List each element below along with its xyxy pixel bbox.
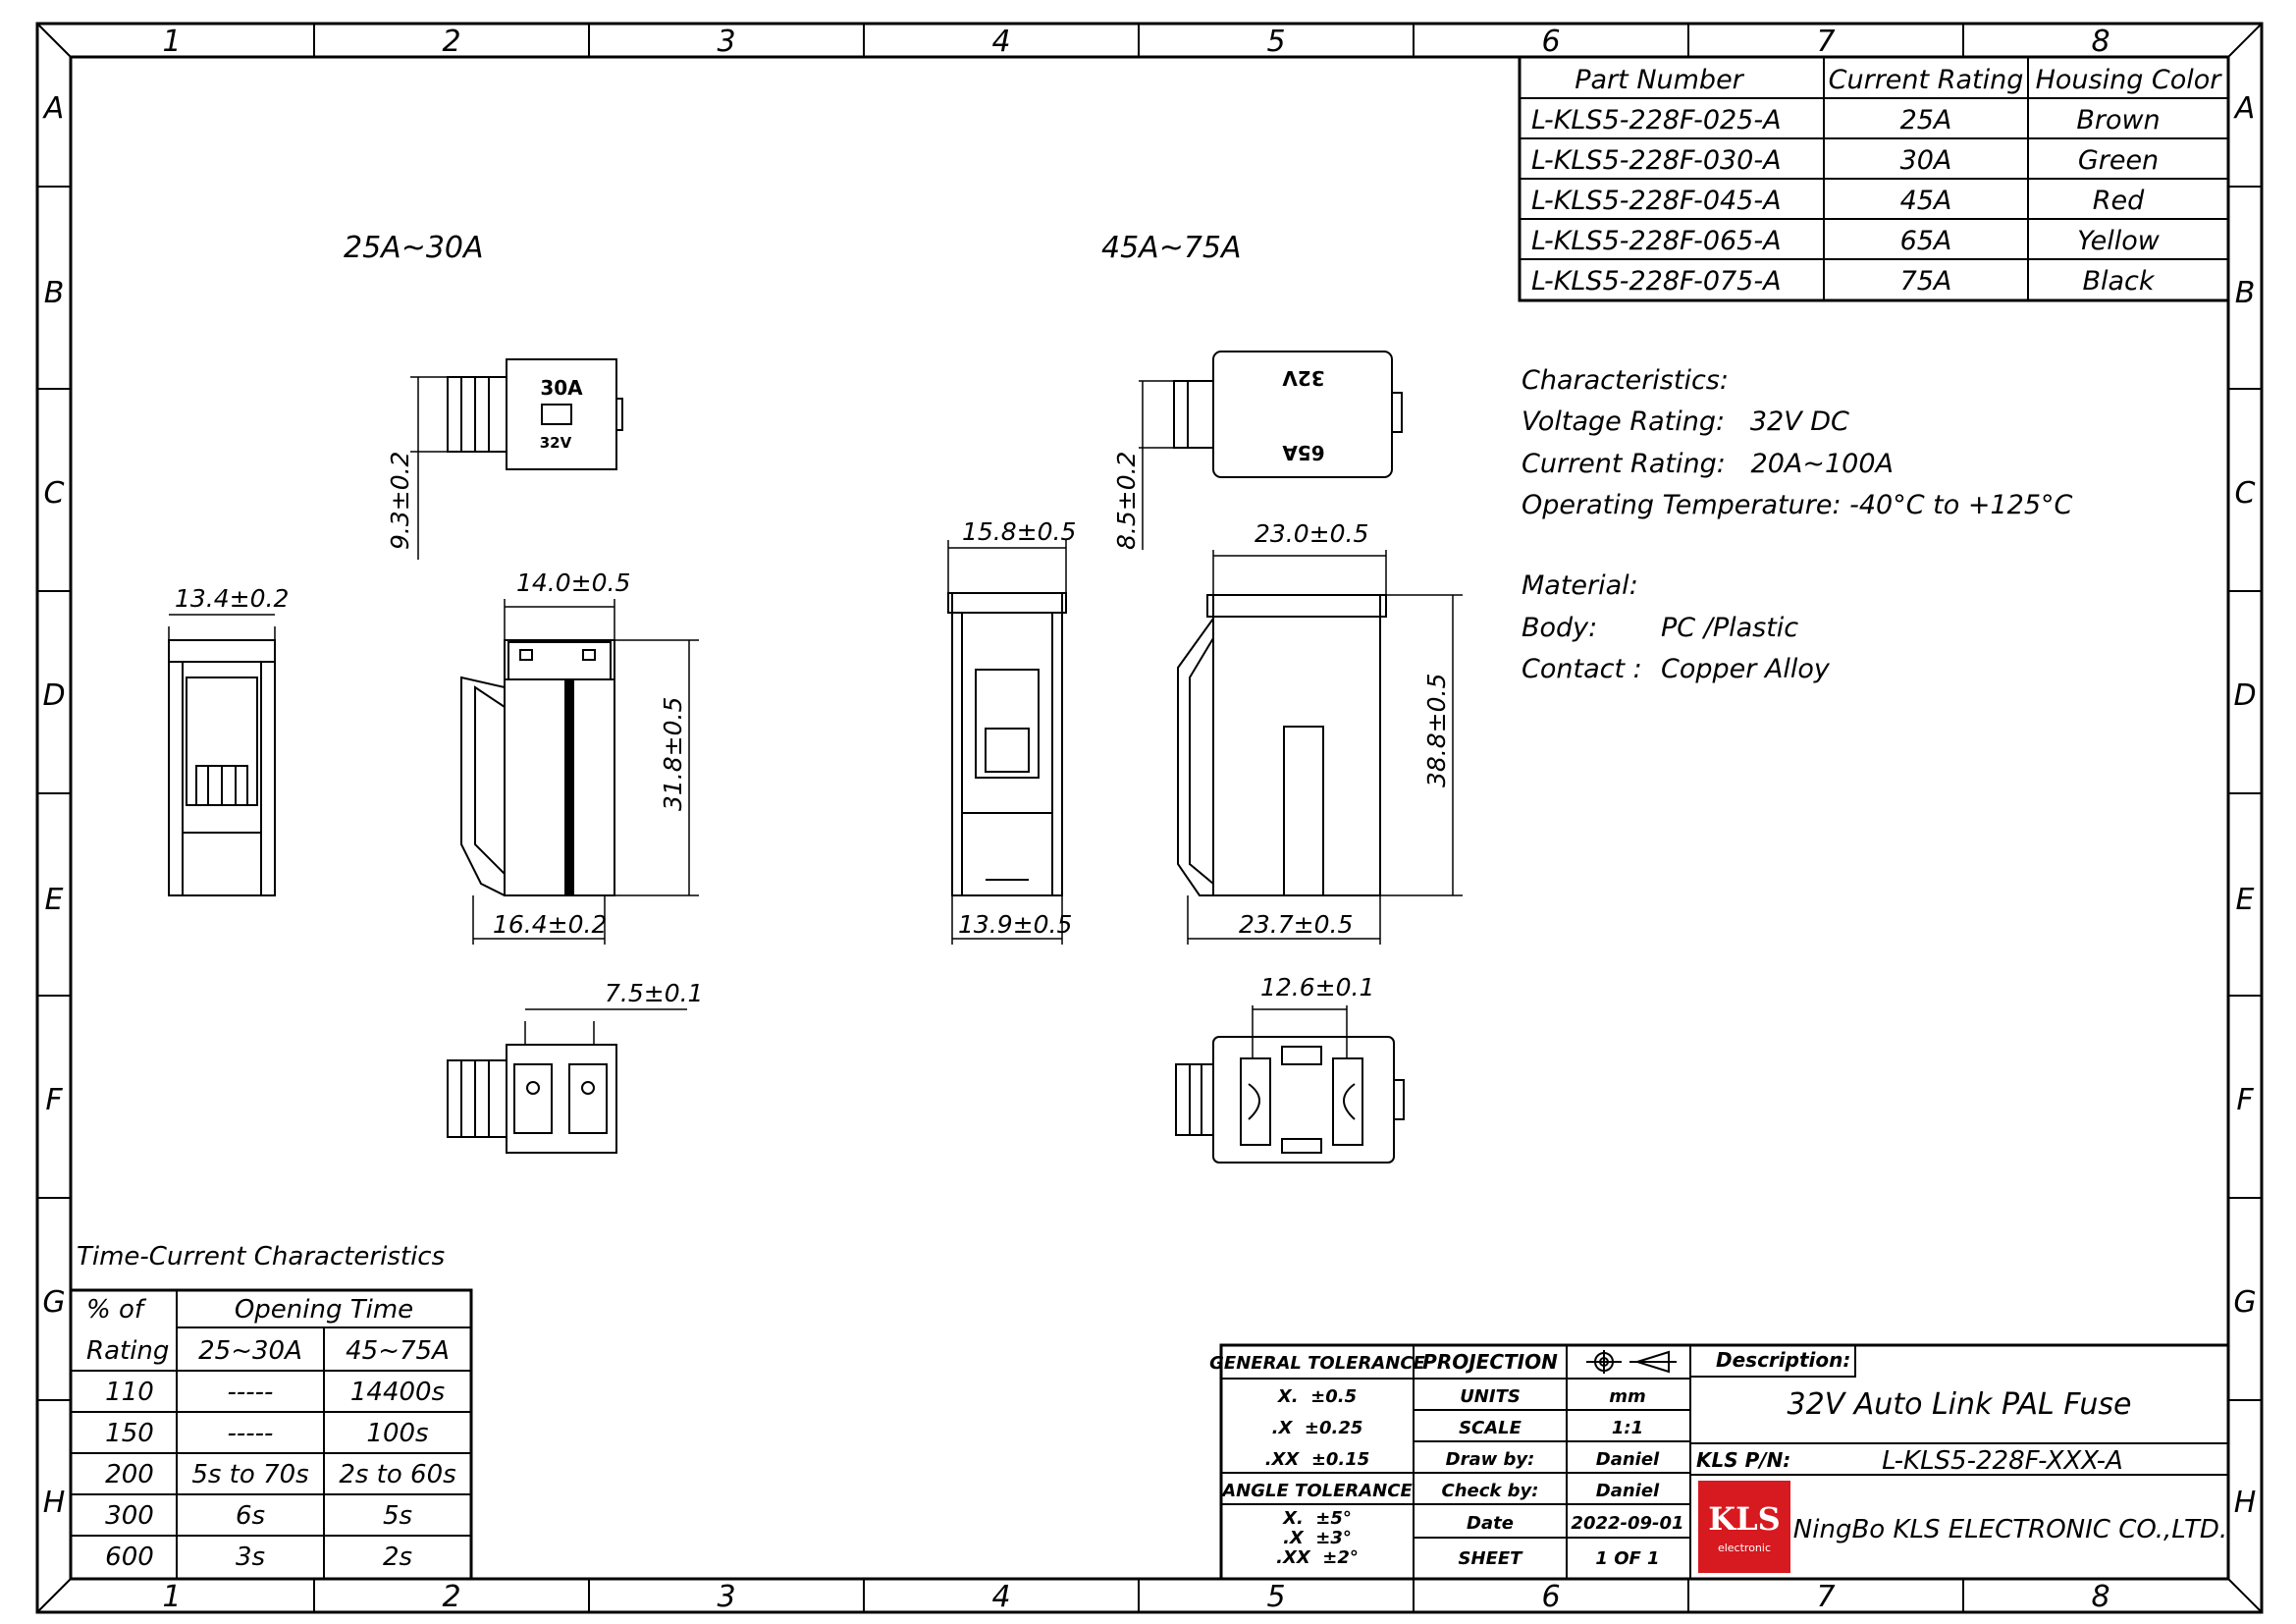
contact-value: Copper Alloy [1661, 654, 1830, 684]
company-name: NingBo KLS ELECTRONIC CO.,LTD. [1792, 1515, 2228, 1544]
col-label-top: 4 [991, 25, 1011, 59]
sub-header: 25~30A [198, 1336, 302, 1366]
large-fuse-title: 45A~75A [1101, 231, 1242, 265]
pct-header-line2: Rating [86, 1336, 170, 1366]
color-cell: Red [2092, 186, 2145, 216]
col-label-bottom: 2 [442, 1580, 461, 1614]
large-side-view [948, 540, 1066, 945]
time-cell: 3s [235, 1543, 266, 1572]
kls-logo-subtext: electronic [1717, 1542, 1772, 1554]
color-cell: Green [2077, 145, 2160, 176]
row-label-left: B [43, 276, 65, 310]
ang-xxx: .XX ±2° [1276, 1547, 1359, 1568]
time-cell: 2s [382, 1543, 413, 1572]
color-cell: Yellow [2077, 226, 2160, 256]
dimension-labels [175, 452, 1451, 1007]
kls-logo-text: KLS [1708, 1500, 1781, 1538]
col-label-top: 3 [717, 25, 736, 59]
operating-temperature: Operating Temperature: -40°C to +125°C [1522, 490, 2073, 520]
pct-cell: 600 [105, 1543, 154, 1572]
small-bottom-view [448, 1009, 687, 1153]
tol-xxx: .XX ±0.15 [1264, 1449, 1370, 1470]
row-label-left: F [45, 1083, 63, 1117]
col-label-bottom: 1 [162, 1580, 182, 1614]
row-label-right: B [2234, 276, 2256, 310]
row-label-right: C [2234, 476, 2256, 511]
check-by-label: Check by: [1441, 1481, 1539, 1501]
large-fuse-views [948, 352, 1463, 1163]
body-label: Body: [1522, 613, 1598, 643]
time-cell: 100s [366, 1419, 429, 1448]
voltage-rating: Voltage Rating: 32V DC [1522, 406, 1849, 437]
col-label-top: 7 [1816, 25, 1836, 59]
parts-header: Current Rating [1828, 65, 2024, 95]
part-number-cell: L-KLS5-228F-025-A [1531, 105, 1782, 135]
sheet-label: SHEET [1458, 1548, 1522, 1569]
title-block [1209, 1345, 2228, 1579]
pct-cell: 110 [105, 1378, 154, 1407]
date-label: Date [1467, 1513, 1514, 1534]
date-value: 2022-09-01 [1571, 1513, 1684, 1534]
pct-header-line1: % of [86, 1295, 144, 1325]
small-top-voltage-label: 32V [539, 434, 572, 452]
projection-label: PROJECTION [1422, 1350, 1558, 1374]
small-top-rating-label: 30A [540, 376, 583, 400]
scale-label: SCALE [1459, 1418, 1522, 1438]
col-label-bottom: 5 [1266, 1580, 1286, 1614]
dim-label: 13.9±0.5 [958, 910, 1073, 939]
col-label-bottom: 6 [1541, 1580, 1561, 1614]
pct-cell: 150 [105, 1419, 154, 1448]
row-label-right: F [2236, 1083, 2254, 1117]
dim-label: 12.6±0.1 [1260, 973, 1375, 1001]
characteristics-heading: Characteristics: [1522, 365, 1729, 396]
parts-header: Housing Color [2035, 65, 2221, 95]
sheet-value: 1 OF 1 [1595, 1548, 1660, 1569]
col-label-top: 1 [162, 25, 182, 59]
units-label: UNITS [1460, 1386, 1521, 1407]
small-fuse-views [169, 359, 699, 1153]
dim-label: 31.8±0.5 [659, 696, 687, 811]
characteristics [1522, 365, 2073, 684]
small-fuse-title: 25A~30A [344, 231, 484, 265]
pct-cell: 300 [105, 1501, 154, 1531]
large-front-view [1178, 550, 1463, 945]
dim-label: 15.8±0.5 [962, 517, 1077, 546]
col-label-bottom: 7 [1816, 1580, 1836, 1614]
time-cell: ----- [227, 1419, 274, 1448]
scale-value: 1:1 [1611, 1418, 1644, 1438]
kls-pn-value: L-KLS5-228F-XXX-A [1882, 1446, 2123, 1476]
dim-label: 16.4±0.2 [493, 910, 608, 939]
part-number-cell: L-KLS5-228F-065-A [1531, 226, 1782, 256]
time-cell: 14400s [349, 1378, 446, 1407]
description-label: Description: [1716, 1348, 1851, 1372]
ang-xx: .X ±3° [1283, 1528, 1352, 1548]
row-label-right: D [2233, 678, 2257, 713]
ang-x: X. ±5° [1283, 1508, 1352, 1529]
dim-label: 23.0±0.5 [1255, 519, 1369, 548]
time-cell: ----- [227, 1378, 274, 1407]
time-current-title: Time-Current Characteristics [77, 1242, 446, 1272]
material-heading: Material: [1522, 570, 1638, 601]
color-cell: Black [2082, 266, 2155, 297]
col-label-top: 2 [442, 25, 461, 59]
sub-header: 45~75A [346, 1336, 450, 1366]
dim-label: 7.5±0.1 [605, 979, 704, 1007]
col-label-bottom: 3 [717, 1580, 736, 1614]
time-cell: 5s to 70s [191, 1460, 309, 1489]
kls-pn-label: KLS P/N: [1696, 1448, 1791, 1472]
row-label-left: C [43, 476, 65, 511]
large-bottom-view [1176, 1005, 1404, 1163]
general-tolerance-label: GENERAL TOLERANCE [1209, 1353, 1425, 1374]
current-cell: 45A [1899, 186, 1952, 216]
dim-label: 8.5±0.2 [1112, 451, 1141, 550]
current-cell: 30A [1899, 145, 1952, 176]
current-cell: 25A [1899, 105, 1952, 135]
row-label-right: A [2234, 91, 2256, 126]
row-label-right: H [2233, 1486, 2257, 1520]
col-label-top: 5 [1266, 25, 1286, 59]
draw-by-label: Draw by: [1445, 1449, 1535, 1470]
part-number-cell: L-KLS5-228F-030-A [1531, 145, 1782, 176]
time-cell: 2s to 60s [339, 1460, 456, 1489]
row-label-left: G [42, 1285, 66, 1320]
current-cell: 75A [1899, 266, 1952, 297]
row-label-left: E [44, 883, 64, 917]
contact-label: Contact : [1522, 654, 1642, 684]
parts-table [1520, 57, 2228, 300]
small-left-view [169, 615, 275, 895]
tol-xx: .X ±0.25 [1271, 1418, 1363, 1438]
pct-cell: 200 [105, 1460, 154, 1489]
opening-time-header: Opening Time [234, 1295, 414, 1325]
small-top-view [410, 359, 622, 560]
part-number-cell: L-KLS5-228F-045-A [1531, 186, 1782, 216]
description-value: 32V Auto Link PAL Fuse [1787, 1387, 2132, 1422]
row-label-left: A [43, 91, 65, 126]
time-current-table [71, 1242, 471, 1579]
row-label-left: H [42, 1486, 66, 1520]
color-cell: Brown [2076, 105, 2161, 135]
row-label-right: G [2233, 1285, 2257, 1320]
large-top-voltage-label: 32V [1282, 366, 1325, 390]
time-cell: 6s [235, 1501, 266, 1531]
tol-x: X. ±0.5 [1277, 1386, 1358, 1407]
body-value: PC /Plastic [1661, 613, 1799, 643]
dim-label: 13.4±0.2 [175, 584, 290, 613]
dim-label: 38.8±0.5 [1422, 673, 1451, 787]
dim-label: 9.3±0.2 [386, 451, 414, 550]
angle-tolerance-label: ANGLE TOLERANCE [1222, 1481, 1413, 1501]
draw-by-value: Daniel [1595, 1449, 1660, 1470]
current-cell: 65A [1899, 226, 1952, 256]
parts-header: Part Number [1575, 65, 1743, 95]
units-value: mm [1609, 1386, 1646, 1407]
col-label-top: 6 [1541, 25, 1561, 59]
col-label-top: 8 [2091, 25, 2110, 59]
row-label-right: E [2235, 883, 2255, 917]
col-label-bottom: 4 [991, 1580, 1011, 1614]
dim-label: 23.7±0.5 [1239, 910, 1354, 939]
time-cell: 5s [382, 1501, 413, 1531]
projection-symbol [1586, 1350, 1677, 1374]
part-number-cell: L-KLS5-228F-075-A [1531, 266, 1782, 297]
dim-label: 14.0±0.5 [516, 568, 631, 597]
check-by-value: Daniel [1595, 1481, 1660, 1501]
current-rating: Current Rating: 20A~100A [1522, 449, 1895, 479]
large-top-rating-label: 65A [1282, 441, 1325, 464]
col-label-bottom: 8 [2091, 1580, 2110, 1614]
row-label-left: D [42, 678, 66, 713]
